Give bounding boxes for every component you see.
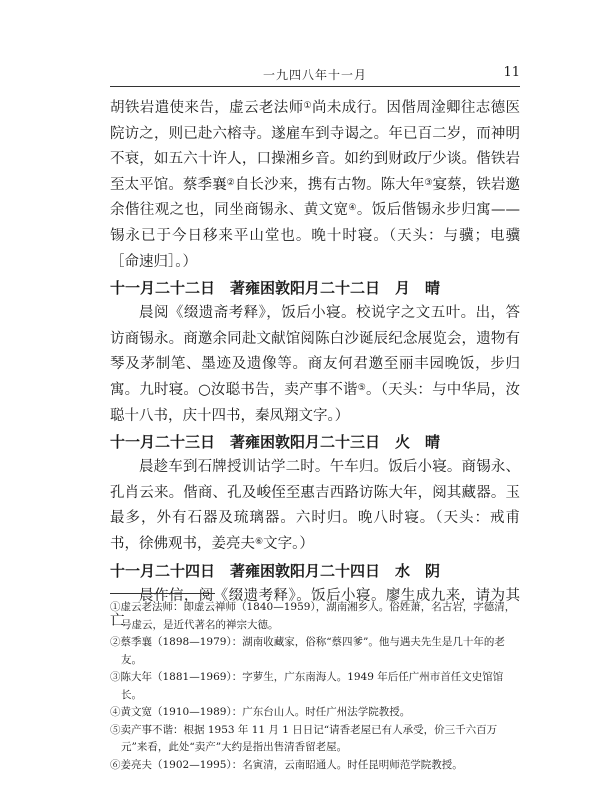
footnote: ⑥姜亮夫（1902—1995）：名寅清，云南昭通人。时任昆明师范学院教授。 [110, 758, 463, 771]
footnote: ①虚云老法师：即虚云禅师（1840—1959），湖南湘乡人。俗姓萧，名古岩，字德清，号虚云，是近代著名的禅宗大德。 [110, 601, 516, 631]
diary-paragraph [110, 96, 520, 275]
running-header [110, 64, 520, 86]
diary-paragraph [110, 301, 520, 429]
footnote: ④黄文宽（1910—1989）：广东台山人。时任广州法学院教授。 [110, 706, 411, 718]
paragraph-text: 胡铁岩遣使来告，虚云老法师 [110, 100, 304, 116]
diary-date-heading: 十一月二十三日 著雍困敦阳月二十三日 火 晴 [110, 433, 441, 452]
diary-paragraph [110, 455, 520, 557]
running-title: 一九四八年十一月 [262, 68, 367, 82]
footnote: ③陈大年（1881—1969）：字萝生，广东南海人。1949 年后任广州市首任文史馆馆长。 [110, 671, 504, 701]
diary-date-heading: 十一月二十四日 著雍困敦阳月二十四日 水 阴 [110, 561, 441, 580]
footnote: ⑤卖产事不谐：根据 1953 年 11 月 1 日日记“请香老屋已有人承受，价三千六百万元”来看，此处“卖产”大约是指出售清香留老屋。 [110, 723, 498, 753]
footnote: ②蔡季襄（1898—1979）：湖南收藏家，俗称“蔡四爹”。他与遇夫先生是几十年的老友。 [110, 636, 505, 666]
footnote-marker: ③ [424, 177, 433, 188]
paragraph-text: 晨阅《缀遗斋考释》，饭后小寝。校说字之文五叶。出，答访商锡永。商邀余同赴文献馆阅陈白沙诞辰纪念展览会，遗物有琴及茅制笔、墨迹及遗像等。商友何君邀至丽丰园晚饭，步归寓。九时寝。○汝聪书告，卖产事不谐 [110, 305, 520, 398]
page-number: 11 [503, 65, 520, 80]
page-body [110, 96, 520, 635]
footnote-marker: ① [303, 101, 312, 111]
paragraph-text: 宴蔡，铁岩邀余偕往观之也，同坐商锡永、黄文宽 [110, 176, 520, 219]
paragraph-text: 。饭后偕锡永步归寓——锡永已于今日移来平山堂也。晚十时寝。（天头：与骥；电骥［命速归］。） [110, 202, 521, 270]
paragraph-text: 。（天头：与中华局，汝聪十八书，庆十四书，秦凤翔文字。） [110, 381, 520, 424]
header-rule [110, 86, 520, 87]
paragraph-text: 自长沙来，携有古物。陈大年 [234, 176, 425, 193]
footnote-marker: ② [226, 177, 235, 188]
footnote-separator [110, 593, 215, 594]
footnote-marker: ④ [348, 203, 357, 214]
footnote-marker: ⑥ [255, 536, 264, 547]
footnotes [110, 599, 520, 774]
footnote-marker: ⑤ [357, 382, 366, 393]
paragraph-text: 尚未成行。因偕周淦卿往志德医院访之，则已赴六榕寺。遂雇车到寺谒之。年已百二岁，而神明不衰，如五六十许人，口操湘乡音。如约到财政厅少谈。偕铁岩至太平馆。蔡季襄 [110, 100, 521, 193]
paragraph-text: 晨趁车到石牌授训诂学二时。午车归。饭后小寝。商锡永、孔肖云来。偕商、孔及峻侄至惠吉西路访陈大年，阅其藏器。玉最多，外有石器及琉璃器。六时归。晚八时寝。（天头：戒甫书，徐佛观书，姜亮夫 [110, 459, 520, 552]
paragraph-text: 文字。） [263, 535, 314, 552]
diary-date-heading: 十一月二十二日 著雍困敦阳月二十二日 月 晴 [110, 279, 441, 298]
paragraph-text: 晨作信，阅《缀遗考释》。饭后小寝。廖生成九来，请为其亡 [110, 587, 520, 630]
